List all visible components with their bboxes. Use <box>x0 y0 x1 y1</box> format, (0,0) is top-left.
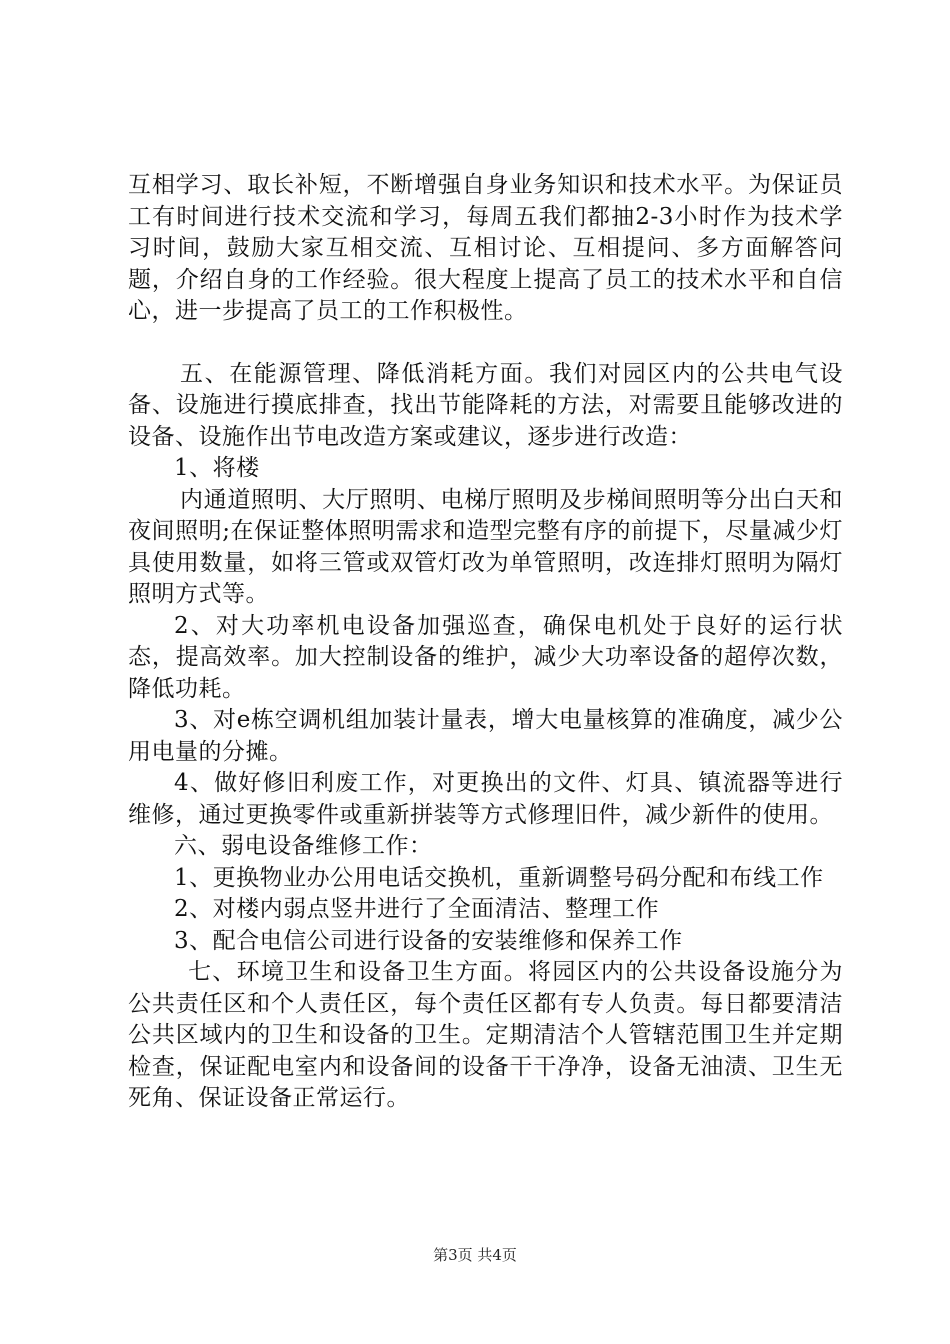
paragraph-item-1-heading: 1、将楼 <box>174 455 260 481</box>
page-number-footer: 第3页 共4页 <box>433 1246 517 1264</box>
paragraph-item-2: 2、对大功率机电设备加强巡查，确保电机处于良好的运行状态，提高效率。加大控制设备的维护，减少大功率设备的超停次数，降低功耗。 <box>128 612 843 702</box>
paragraph-item-3: 3、对e栋空调机组加装计量表，增大电量核算的准确度，减少公用电量的分摊。 <box>128 707 843 765</box>
paragraph-six-item-3: 3、配合电信公司进行设备的安装维修和保养工作 <box>174 927 683 954</box>
paragraph-six-item-2: 2、对楼内弱点竖井进行了全面清洁、整理工作 <box>174 896 660 922</box>
paragraph-gap <box>128 328 843 359</box>
paragraph-six-item-1: 1、更换物业办公用电话交换机，重新调整号码分配和布线工作 <box>174 864 824 891</box>
paragraph-section-six: 六、弱电设备维修工作： <box>174 833 433 859</box>
paragraph-item-1-body: 内通道照明、大厅照明、电梯厅照明及步梯间照明等分出白天和夜间照明;在保证整体照明需求和造型完整有序的前提下，尽量减少灯具使用数量，如将三管或双管灯改为单管照明，改连排灯照明为隔灯照明方式等。 <box>128 486 843 607</box>
paragraph-study: 互相学习、取长补短，不断增强自身业务知识和技术水平。为保证员工有时间进行技术交流和学习，每周五我们都抽2-3小时作为技术学习时间，鼓励大家互相交流、互相讨论、互相提问、多方面解答问题，介绍自身的工作经验。很大程度上提高了员工的技术水平和自信心，进一步提高了员工的工作积极性。 <box>128 172 843 324</box>
paragraph-section-five: 五、在能源管理、降低消耗方面。我们对园区内的公共电气设备、设施进行摸底排查，找出节能降耗的方法，对需要且能够改进的设备、设施作出节电改造方案或建议，逐步进行改造： <box>128 360 843 450</box>
document-body <box>128 170 843 1115</box>
paragraph-section-seven: 七、环境卫生和设备卫生方面。将园区内的公共设备设施分为公共责任区和个人责任区，每个责任区都有专人负责。每日都要清洁公共区域内的卫生和设备的卫生。定期清洁个人管辖范围卫生并定期检查，保证配电室内和设备间的设备干干净净，设备无油渍、卫生无死角、保证设备正常运行。 <box>128 959 843 1111</box>
paragraph-item-4: 4、做好修旧利废工作，对更换出的文件、灯具、镇流器等进行维修，通过更换零件或重新拼装等方式修理旧件，减少新件的使用。 <box>128 770 843 828</box>
